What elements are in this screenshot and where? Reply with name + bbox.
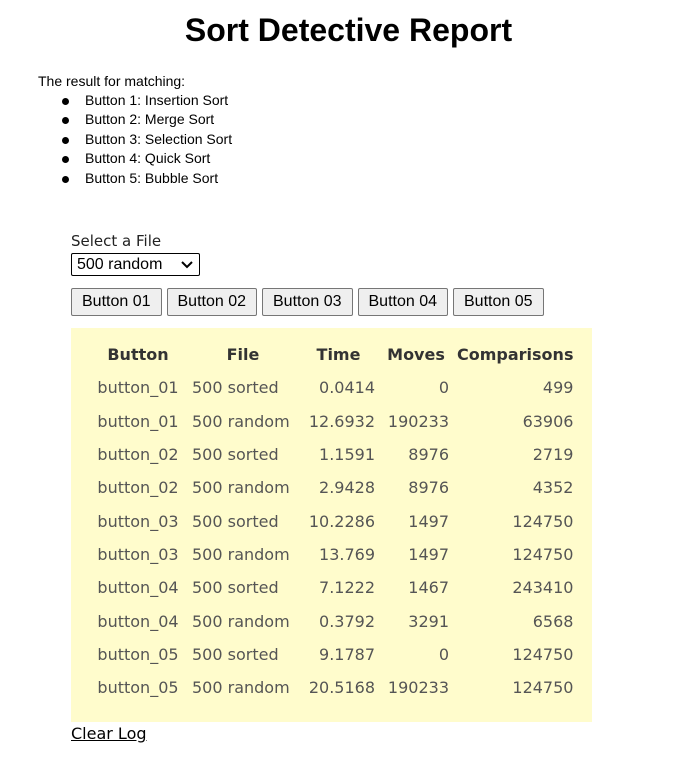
cell-file: 500 random xyxy=(192,678,290,698)
cell-button: button_01 xyxy=(97,378,179,398)
cell-button: button_04 xyxy=(97,611,179,631)
button-05[interactable]: Button 05 xyxy=(453,288,544,316)
clear-log-link[interactable]: Clear Log xyxy=(71,724,147,743)
file-select-dropdown[interactable] xyxy=(71,253,200,276)
button-03[interactable]: Button 03 xyxy=(262,288,353,316)
results-table xyxy=(88,338,577,704)
cell-moves: 190233 xyxy=(387,678,449,698)
table-row xyxy=(88,504,577,537)
cell-time: 9.1787 xyxy=(319,644,375,664)
cell-button: button_02 xyxy=(97,445,179,465)
cell-time: 13.769 xyxy=(319,544,375,564)
cell-comparisons: 124750 xyxy=(512,644,574,664)
cell-moves: 1497 xyxy=(408,511,449,531)
cell-button: button_01 xyxy=(97,411,179,431)
cell-time: 0.0414 xyxy=(319,378,375,398)
table-row xyxy=(88,371,577,404)
cell-time: 10.2286 xyxy=(308,511,375,531)
cell-time: 0.3792 xyxy=(319,611,375,631)
table-row xyxy=(88,471,577,504)
cell-moves: 0 xyxy=(438,644,449,664)
cell-file: 500 sorted xyxy=(192,378,279,398)
results-table-body xyxy=(88,371,577,704)
cell-comparisons: 124750 xyxy=(512,511,574,531)
file-select-value: 500 random xyxy=(77,256,163,273)
cell-file: 500 random xyxy=(192,611,290,631)
cell-moves: 0 xyxy=(438,378,449,398)
results-log xyxy=(71,328,592,722)
table-row xyxy=(88,405,577,438)
cell-file: 500 sorted xyxy=(192,578,279,598)
cell-file: 500 sorted xyxy=(192,644,279,664)
cell-button: button_04 xyxy=(97,578,179,598)
intro-heading: The result for matching: xyxy=(38,73,186,89)
list-item: Button 4: Quick Sort xyxy=(85,149,232,168)
table-row xyxy=(88,638,577,671)
column-header-time: Time xyxy=(316,345,361,365)
algorithm-list xyxy=(38,91,232,188)
column-header-file: File xyxy=(226,345,260,365)
chevron-down-icon xyxy=(180,254,194,275)
cell-comparisons: 124750 xyxy=(512,678,574,698)
cell-comparisons: 4352 xyxy=(532,478,574,498)
intro-section xyxy=(38,72,232,188)
cell-button: button_03 xyxy=(97,544,179,564)
page-title: Sort Detective Report xyxy=(184,12,513,48)
cell-moves: 190233 xyxy=(387,411,449,431)
cell-time: 7.1222 xyxy=(319,578,375,598)
list-item: Button 5: Bubble Sort xyxy=(85,169,232,188)
cell-comparisons: 2719 xyxy=(532,445,574,465)
cell-button: button_02 xyxy=(97,478,179,498)
list-item: Button 2: Merge Sort xyxy=(85,110,232,129)
column-header-button: Button xyxy=(107,345,169,365)
cell-time: 1.1591 xyxy=(319,445,375,465)
button-04[interactable]: Button 04 xyxy=(358,288,449,316)
button-02[interactable]: Button 02 xyxy=(167,288,258,316)
list-item: Button 1: Insertion Sort xyxy=(85,91,232,110)
cell-time: 12.6932 xyxy=(308,411,375,431)
cell-file: 500 sorted xyxy=(192,511,279,531)
button-01[interactable]: Button 01 xyxy=(71,288,162,316)
table-row xyxy=(88,604,577,637)
cell-button: button_03 xyxy=(97,511,179,531)
cell-file: 500 random xyxy=(192,411,290,431)
cell-file: 500 sorted xyxy=(192,445,279,465)
cell-moves: 8976 xyxy=(408,445,449,465)
table-row xyxy=(88,671,577,704)
table-row xyxy=(88,438,577,471)
cell-comparisons: 63906 xyxy=(522,411,574,431)
column-header-moves: Moves xyxy=(387,345,445,365)
cell-file: 500 random xyxy=(192,544,290,564)
cell-moves: 1467 xyxy=(408,578,449,598)
table-row xyxy=(88,571,577,604)
list-item: Button 3: Selection Sort xyxy=(85,130,232,149)
file-select-label: Select a File xyxy=(71,232,162,250)
cell-moves: 1497 xyxy=(408,544,449,564)
cell-comparisons: 499 xyxy=(542,378,574,398)
cell-button: button_05 xyxy=(97,678,179,698)
cell-button: button_05 xyxy=(97,644,179,664)
cell-comparisons: 6568 xyxy=(532,611,574,631)
cell-moves: 8976 xyxy=(408,478,449,498)
cell-moves: 3291 xyxy=(408,611,449,631)
cell-file: 500 random xyxy=(192,478,290,498)
cell-time: 20.5168 xyxy=(308,678,375,698)
cell-time: 2.9428 xyxy=(319,478,375,498)
sort-button-group xyxy=(71,288,549,316)
cell-comparisons: 124750 xyxy=(512,544,574,564)
table-row xyxy=(88,538,577,571)
table-header-row xyxy=(88,338,577,371)
column-header-comparisons: Comparisons xyxy=(457,345,574,365)
cell-comparisons: 243410 xyxy=(512,578,574,598)
